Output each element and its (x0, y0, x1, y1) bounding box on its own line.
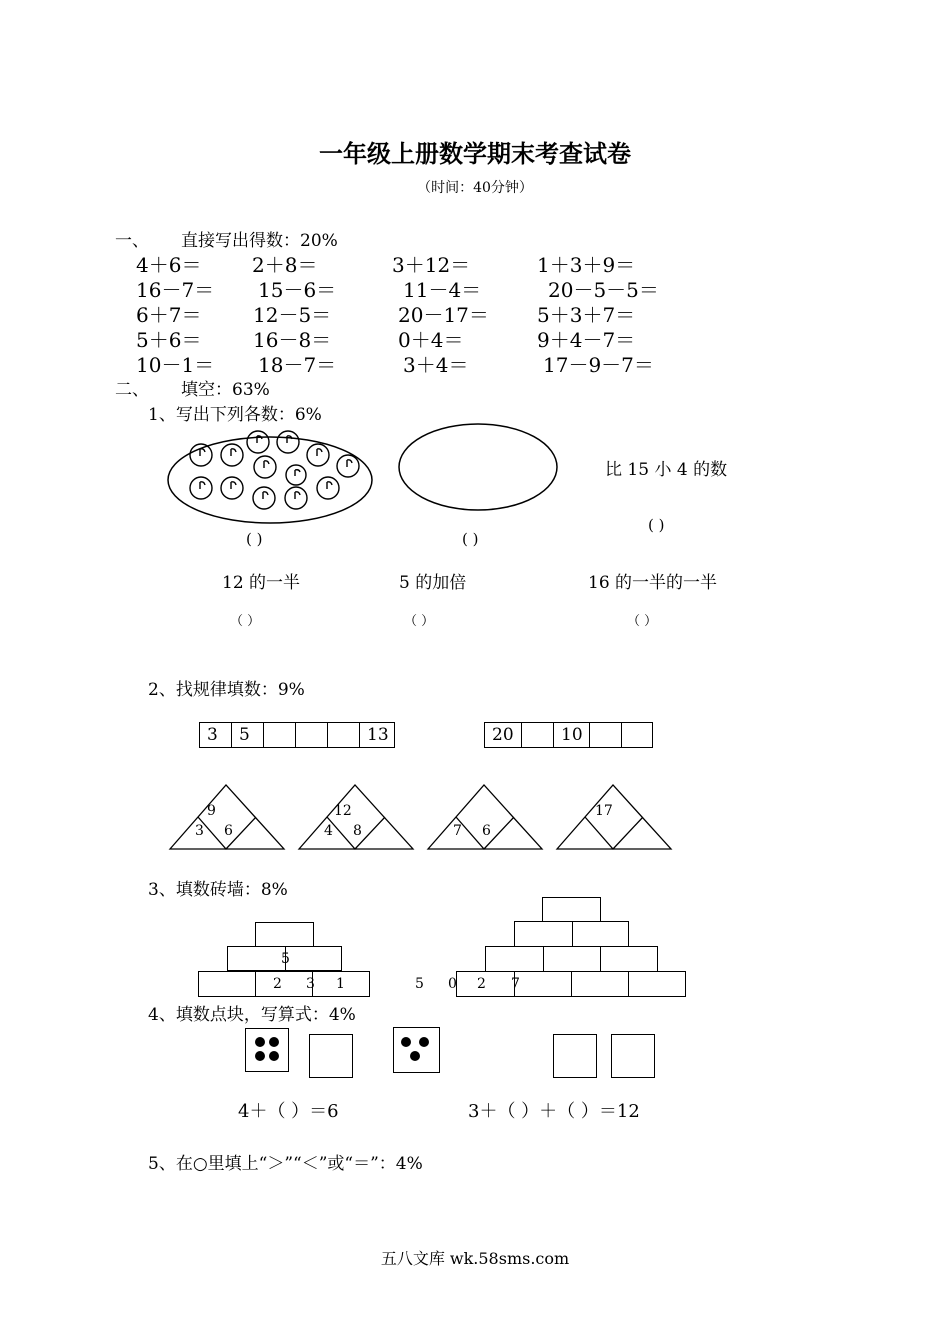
dice-four-icon (245, 1028, 289, 1072)
answer-paren: （ ） (627, 614, 658, 629)
question-2-label: 2、找规律填数：9% (148, 680, 305, 700)
brick[interactable] (227, 946, 286, 971)
brick-number: 2 (477, 976, 486, 992)
sequence-cell[interactable] (621, 722, 653, 748)
sequence-cell[interactable]: 13 (359, 722, 395, 748)
brick[interactable] (628, 971, 686, 997)
equation: 15－6＝ (258, 278, 337, 302)
brick[interactable] (600, 946, 658, 972)
brick[interactable] (514, 971, 572, 997)
equation: 4＋6＝ (136, 253, 202, 277)
empty-ellipse (396, 421, 560, 513)
brick-number: 7 (511, 976, 520, 992)
triangle-right-number: 6 (482, 823, 491, 839)
sequence-cell[interactable] (589, 722, 622, 748)
double-5-text: 5 的加倍 (399, 573, 467, 593)
answer-paren: ( ) (462, 530, 479, 548)
brick-number: 5 (415, 976, 424, 992)
answer-box[interactable] (309, 1034, 353, 1078)
footer-watermark: 五八文库 wk.58sms.com (380, 1249, 570, 1268)
triangle-left-number: 4 (324, 823, 333, 839)
question-4-label: 4、填数点块，写算式：4% (148, 1005, 356, 1025)
triangle-left-number: 7 (453, 823, 462, 839)
equation: 5＋3＋7＝ (537, 303, 636, 327)
formula-1: 4＋（ ）＝6 (238, 1101, 339, 1122)
less-than-text: 比 15 小 4 的数 (605, 460, 728, 480)
brick[interactable] (543, 946, 601, 972)
brick-number: 1 (336, 976, 345, 992)
equation: 16－8＝ (253, 328, 332, 352)
equation: 18－7＝ (258, 353, 337, 377)
page-title: 一年级上册数学期末考查试卷 (319, 139, 631, 168)
triangle-top-number: 12 (334, 803, 352, 819)
brick[interactable] (255, 922, 314, 947)
brick[interactable] (485, 946, 544, 972)
triangle-right-number: 8 (353, 823, 362, 839)
brick[interactable] (285, 946, 342, 971)
equation: 16－7＝ (136, 278, 215, 302)
triangle-left-number: 3 (195, 823, 204, 839)
brick[interactable] (542, 897, 601, 922)
equation: 0＋4＝ (398, 328, 464, 352)
brick-number: 0 (448, 976, 457, 992)
equation: 3＋12＝ (392, 253, 471, 277)
part2-number: 二、 (115, 380, 149, 400)
sequence-cell[interactable]: 3 (199, 722, 232, 748)
equation: 1＋3＋9＝ (537, 253, 636, 277)
answer-box[interactable] (553, 1034, 597, 1078)
equation: 3＋4＝ (403, 353, 469, 377)
brick[interactable] (571, 971, 629, 997)
answer-box[interactable] (611, 1034, 655, 1078)
sequence-cell[interactable] (263, 722, 296, 748)
equation: 17－9－7＝ (543, 353, 654, 377)
brick[interactable] (255, 971, 313, 997)
question-1-label: 1、写出下列各数：6% (148, 405, 322, 425)
equation: 5＋6＝ (136, 328, 202, 352)
equation: 6＋7＝ (136, 303, 202, 327)
dice-three-icon (393, 1027, 440, 1073)
question-3-label: 3、填数砖墙：8% (148, 880, 288, 900)
sequence-cell[interactable]: 5 (231, 722, 264, 748)
sequence-cell[interactable] (521, 722, 554, 748)
part1-heading: 直接写出得数：20% (181, 231, 338, 251)
brick-number: 3 (306, 976, 315, 992)
triangle-top-number: 9 (207, 803, 216, 819)
part2-heading: 填空：63% (181, 380, 270, 400)
quarter-16-text: 16 的一半的一半 (588, 573, 718, 593)
apples-icon (190, 431, 359, 509)
equation: 10－1＝ (136, 353, 215, 377)
answer-paren: ( ) (246, 530, 263, 548)
equation: 2＋8＝ (252, 253, 318, 277)
formula-2: 3＋（ ）＋（ ）＝12 (468, 1101, 640, 1122)
equation: 9＋4－7＝ (537, 328, 636, 352)
sequence-cell[interactable] (327, 722, 360, 748)
part1-number: 一、 (115, 231, 149, 251)
sequence-cell[interactable]: 20 (484, 722, 522, 748)
brick-number: 2 (273, 976, 282, 992)
equation: 11－4＝ (403, 278, 482, 302)
counting-ellipse (166, 428, 374, 526)
brick-number: 5 (281, 951, 290, 967)
triangle-right-number: 6 (224, 823, 233, 839)
question-5-label: 5、在○里填上“＞”“＜”或“＝”：4% (148, 1154, 423, 1174)
equation: 20－17＝ (398, 303, 489, 327)
sequence-cell[interactable] (295, 722, 328, 748)
answer-paren: （ ） (404, 614, 435, 629)
triangle-top-number: 17 (595, 803, 613, 819)
time-limit: （时间：40分钟） (417, 180, 533, 196)
brick[interactable] (198, 971, 256, 997)
equation: 20－5－5＝ (548, 278, 659, 302)
answer-paren: （ ） (230, 614, 261, 629)
answer-paren: ( ) (648, 516, 665, 534)
sequence-cell[interactable]: 10 (553, 722, 590, 748)
half-of-12-text: 12 的一半 (222, 573, 301, 593)
brick[interactable] (514, 921, 573, 947)
brick[interactable] (572, 921, 629, 947)
equation: 12－5＝ (253, 303, 332, 327)
